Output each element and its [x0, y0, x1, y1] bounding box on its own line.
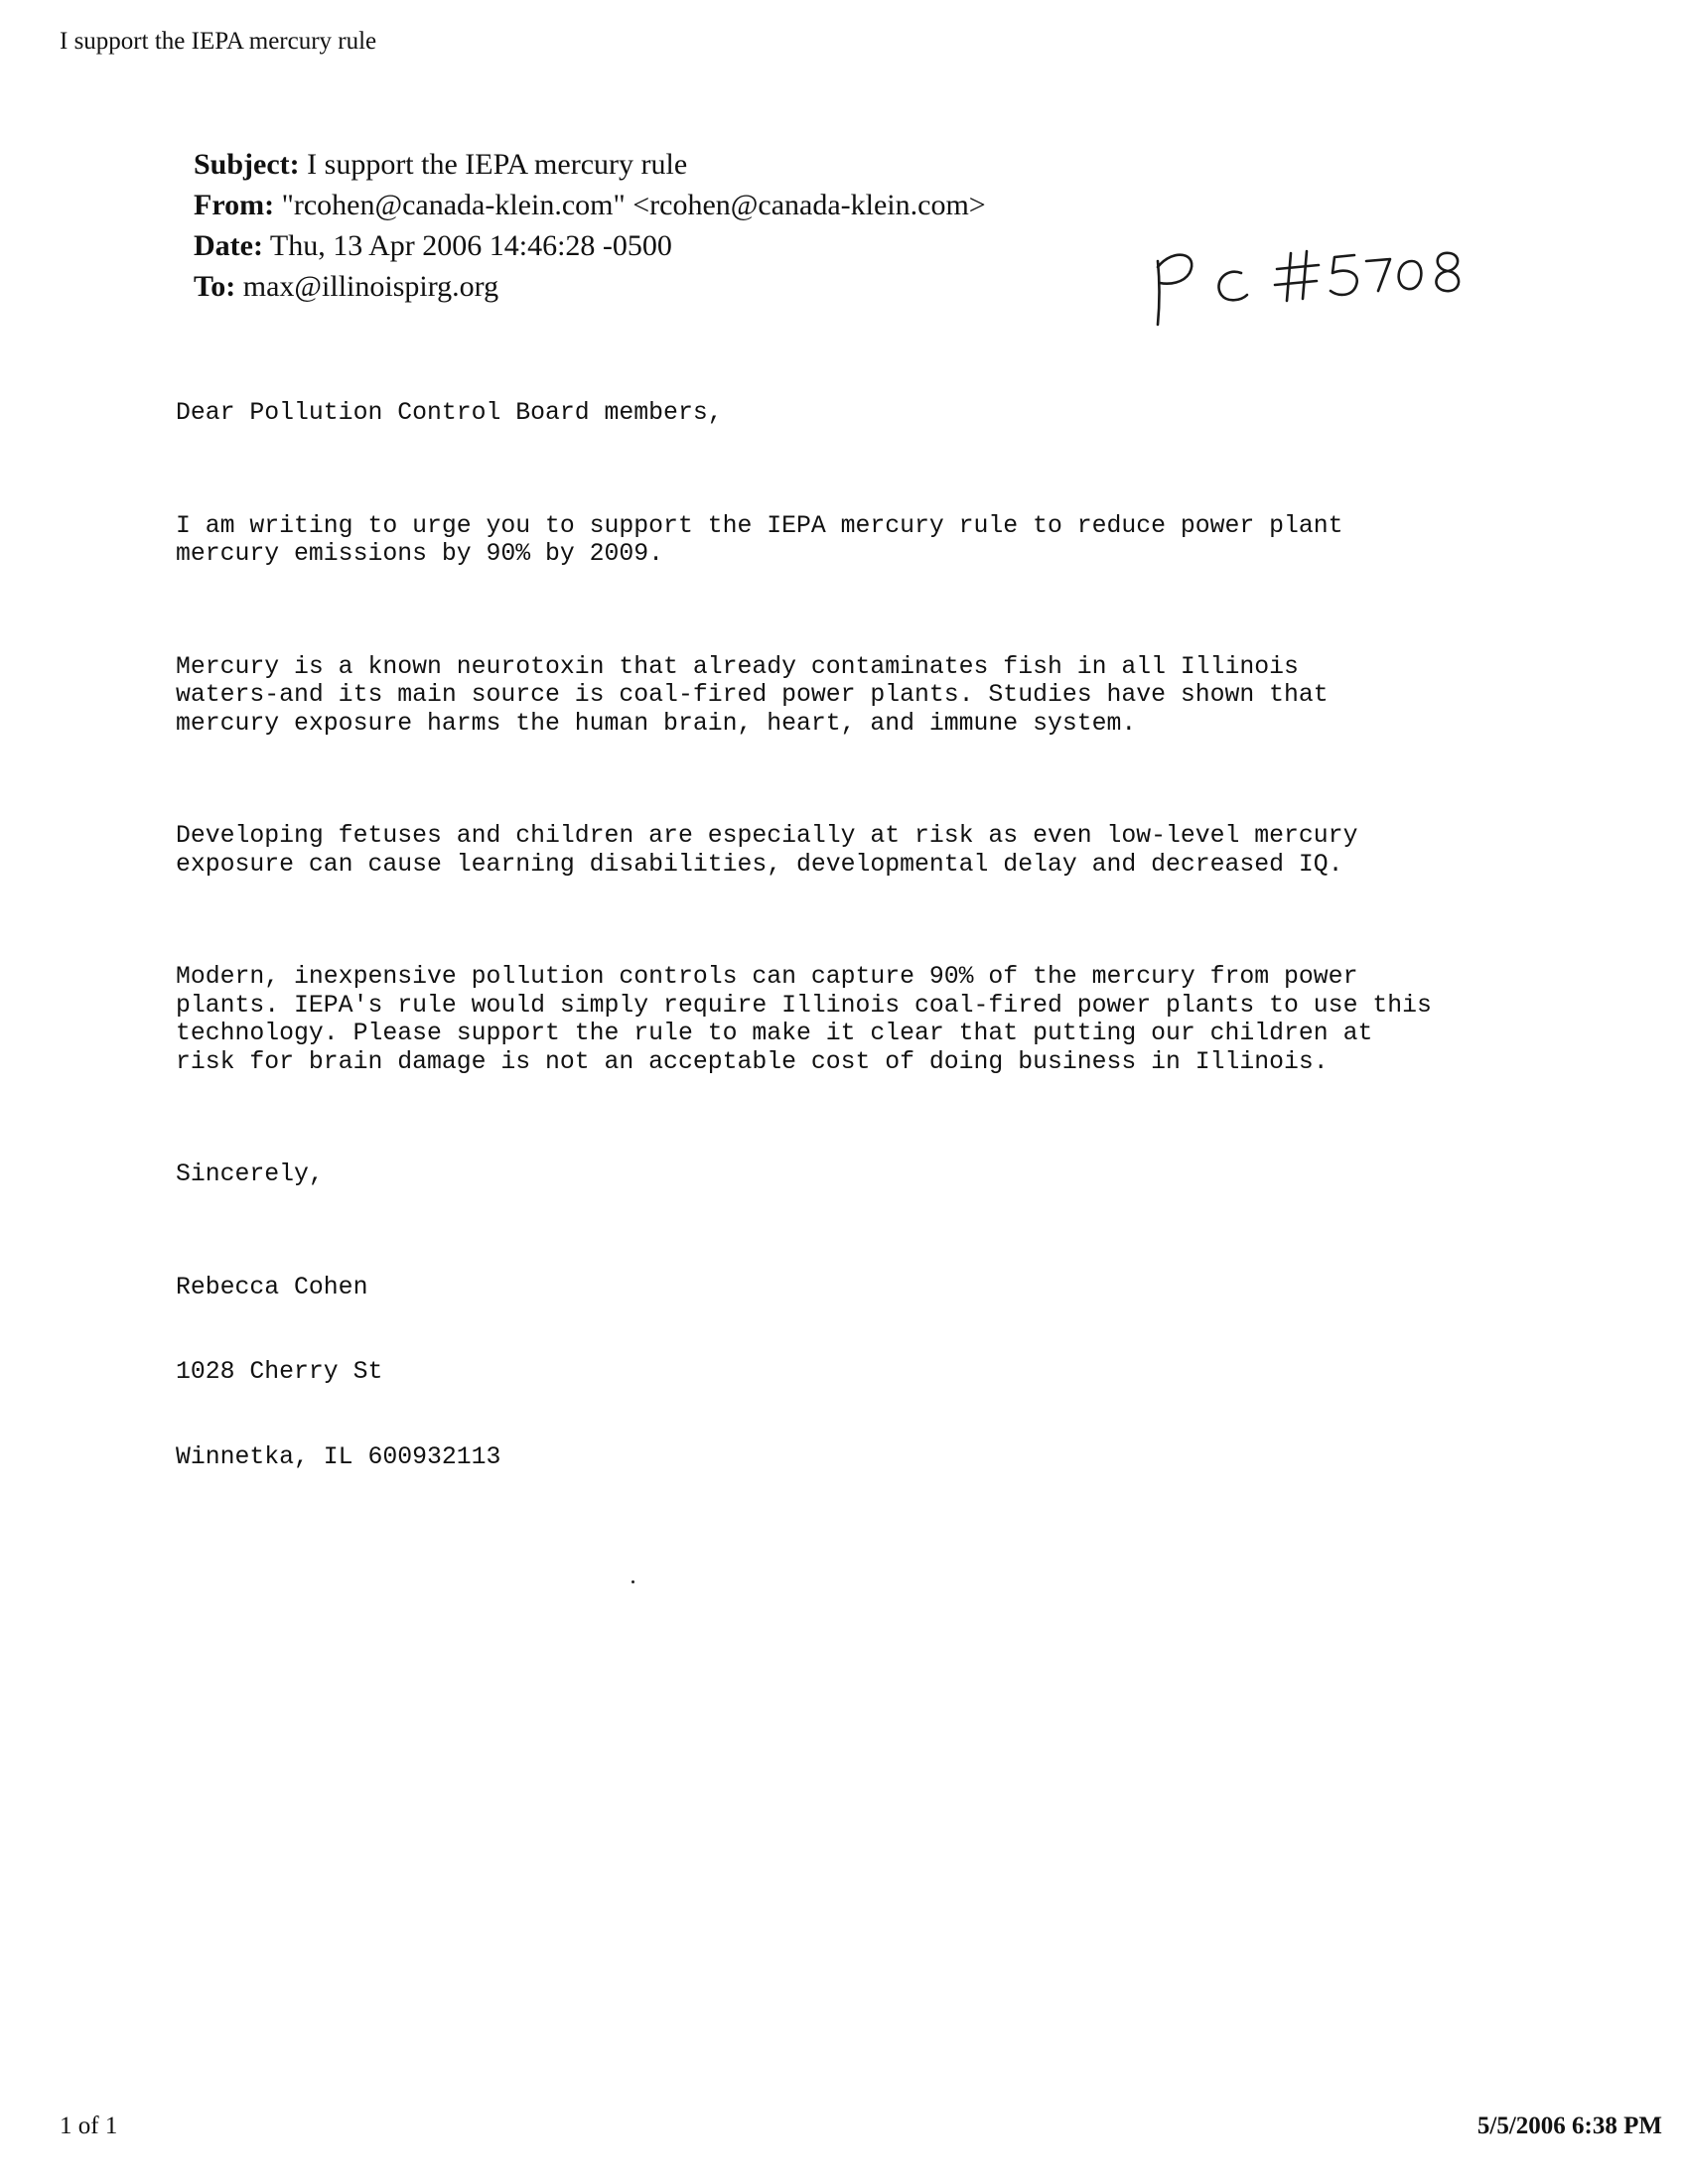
signature-name: Rebecca Cohen	[176, 1273, 368, 1301]
print-header-title: I support the IEPA mercury rule	[60, 28, 377, 55]
signature-street: 1028 Cherry St	[176, 1358, 383, 1386]
subject-value: I support the IEPA mercury rule	[299, 148, 688, 181]
from-label: From:	[194, 189, 275, 221]
to-value: max@illinoispirg.org	[235, 270, 499, 303]
letter-body	[176, 342, 1645, 1500]
date-label: Date:	[194, 229, 263, 262]
letter-closing: Sincerely,	[176, 1160, 324, 1188]
letter-paragraph: I am writing to urge you to support the IEPA mercury rule to reduce power plant mercury emissions by 90% by 2009.	[176, 511, 1343, 568]
from-value: "rcohen@canada-klein.com" <rcohen@canada-klein.com>	[274, 189, 986, 221]
to-row	[194, 266, 986, 307]
print-timestamp: 5/5/2006 6:38 PM	[1476, 2113, 1662, 2139]
handwritten-pc-stamp	[1152, 243, 1470, 333]
signature-city: Winnetka, IL 600932113	[176, 1442, 501, 1471]
to-label: To:	[194, 270, 236, 303]
date-row	[194, 225, 986, 266]
letter-paragraph: Modern, inexpensive pollution controls can capture 90% of the mercury from power plants. IEPA's rule would simply require Illinois coal-fired power plants to use this technology. Please support the rule to make it clear that putting our children at risk for brain damage is not an acceptable cost of doing business in Illinois.	[176, 963, 1432, 1076]
page-count: 1 of 1	[60, 2113, 118, 2139]
letter-paragraph: Developing fetuses and children are especially at risk as even low-level mercury exposure can cause learning disabilities, developmental delay and decreased IQ.	[176, 822, 1358, 879]
from-row	[194, 185, 986, 225]
letter-greeting: Dear Pollution Control Board members,	[176, 399, 723, 427]
subject-row	[194, 144, 986, 185]
scan-speck	[632, 1580, 634, 1583]
email-headers	[194, 144, 986, 307]
letter-paragraph: Mercury is a known neurotoxin that already contaminates fish in all Illinois waters-and its main source is coal-fired power plants. Studies have shown that mercury exposure harms the human brain, heart, and immune system.	[176, 652, 1329, 738]
stamp-text: PC #5708	[1152, 243, 1156, 244]
subject-label: Subject:	[194, 148, 300, 181]
date-value: Thu, 13 Apr 2006 14:46:28 -0500	[262, 229, 672, 262]
